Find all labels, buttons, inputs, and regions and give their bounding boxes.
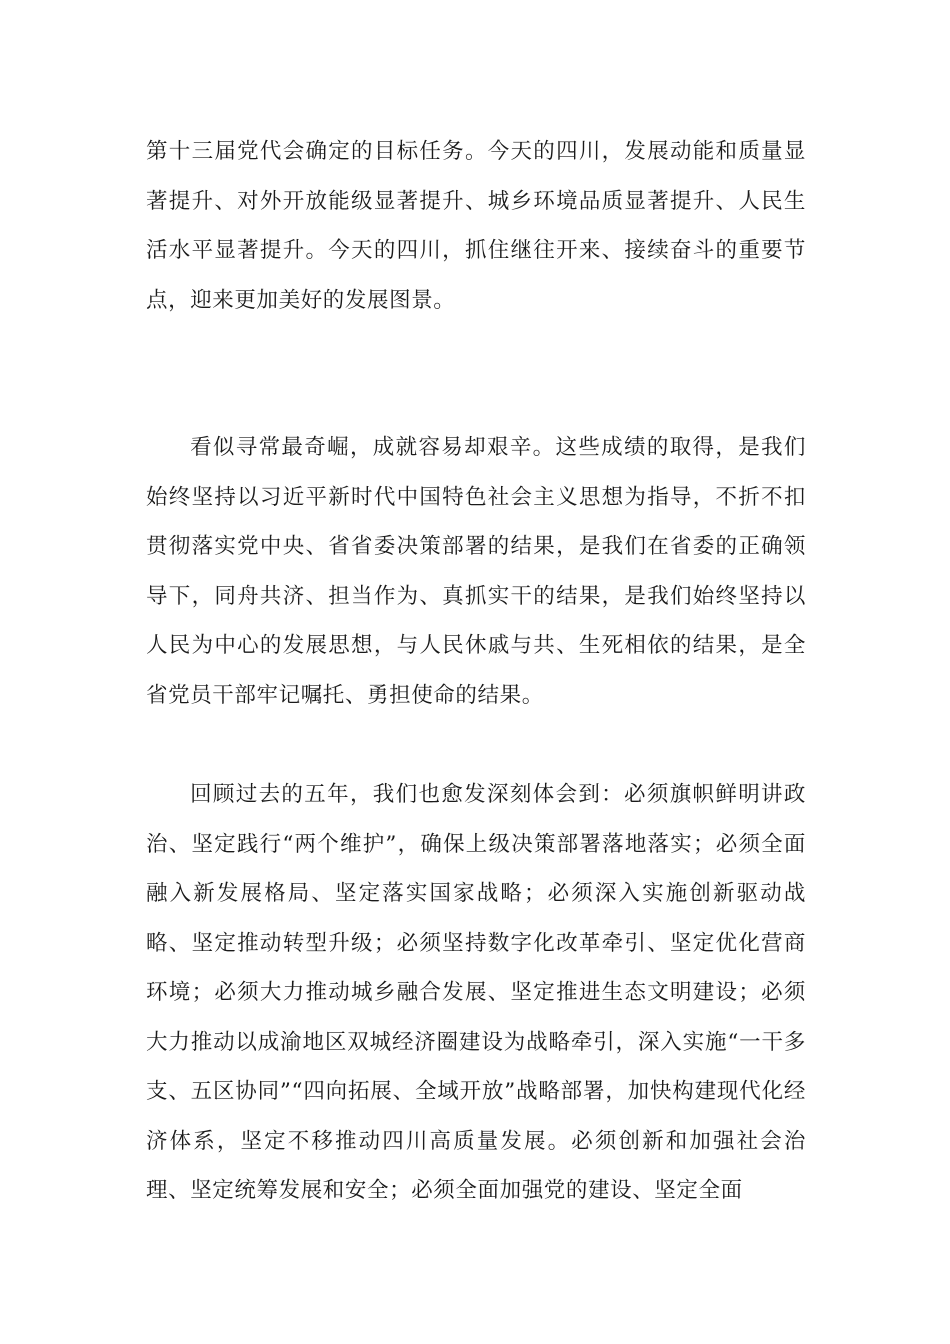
paragraph-achievements: 看似寻常最奇崛，成就容易却艰辛。这些成绩的取得，是我们始终坚持以习近平新时代中国特色社会主义思想为指导，不折不扣贯彻落实党中央、省省委决策部署的结果，是我们在省委的正确领导下，同舟共济、担当作为、真抓实干的结果，是我们始终坚持以人民为中心的发展思想，与人民休戚与共、生死相依的结果，是全省党员干部牢记嘱托、勇担使命的结果。 [146, 435, 806, 708]
paragraph-review: 回顾过去的五年，我们也愈发深刻体会到：必须旗帜鲜明讲政治、坚定践行“两个维护”，确保上级决策部署落地落实；必须全面融入新发展格局、坚定落实国家战略；必须深入实施创新驱动战略、坚定推动转型升级；必须坚持数字化改革牵引、坚定优化营商环境；必须大力推动城乡融合发展、坚定推进生态文明建设；必须大力推动以成渝地区双城经济圈建设为战略牵引，深入实施“一干多支、五区协同”“四向拓展、全域开放”战略部署，加快构建现代化经济体系，坚定不移推动四川高质量发展。必须创新和加强社会治理、坚定统筹发展和安全；必须全面加强党的建设、坚定全面 [146, 782, 806, 1203]
paragraph-continuation: 第十三届党代会确定的目标任务。今天的四川，发展动能和质量显著提升、对外开放能级显著提升、城乡环境品质显著提升、人民生活水平显著提升。今天的四川，抓住继往开来、接续奋斗的重要节点，迎来更加美好的发展图景。 [146, 139, 806, 313]
